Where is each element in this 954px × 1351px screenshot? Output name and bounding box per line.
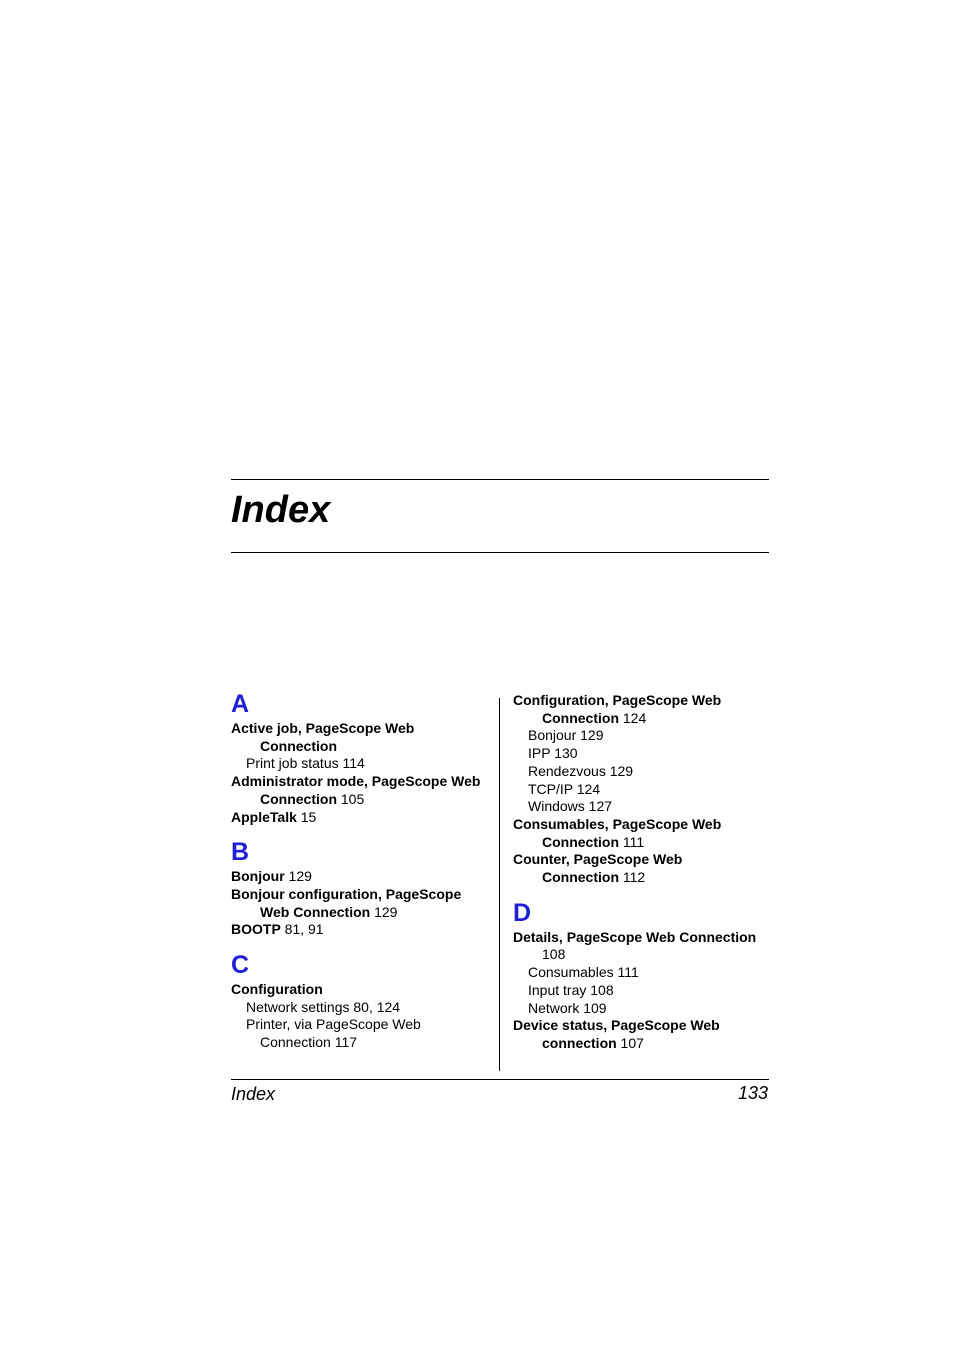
index-column-right (513, 692, 769, 1053)
index-entry: Device status, PageScope Web connection 107 (513, 1017, 720, 1051)
page-title: Index (231, 489, 331, 531)
section-letter-a: A (231, 690, 250, 718)
title-bottom-rule (231, 552, 769, 553)
footer-rule (231, 1079, 769, 1080)
index-entry: Counter, PageScope Web Connection 112 (513, 851, 683, 886)
section-letter-b: B (231, 838, 250, 867)
column-divider (499, 698, 500, 1071)
footer-section-label: Index (231, 1084, 276, 1104)
index-entry: Administrator mode, PageScope Web Connection 105 (231, 773, 481, 807)
index-entry: AppleTalk 15 (231, 808, 317, 825)
index-entry: Active job, PageScope Web Connection Print job status 114 (231, 720, 415, 772)
index-entry: Bonjour 129 (231, 868, 312, 885)
title-top-rule (231, 479, 769, 480)
footer-page-number: 133 (737, 1083, 768, 1103)
index-entry: Configuration Network settings 80, 124 Printer, via PageScope Web Connection 117 (231, 981, 421, 1051)
index-column-left (231, 692, 493, 1052)
index-entry: Details, PageScope Web Connection 108 Consumables 111 Input tray 108 Network 109 (513, 928, 757, 1016)
section-letter-c: C (231, 951, 250, 980)
section-letter-d: D (513, 898, 532, 927)
index-entry: Configuration, PageScope Web Connection 124 Bonjour 129 IPP 130 Rendezvous 129 TCP/IP 124 Windows 127 (513, 692, 722, 815)
index-entry: Consumables, PageScope Web Connection 111 (513, 815, 722, 850)
index-entry: BOOTP 81, 91 (231, 921, 324, 938)
index-entry: Bonjour configuration, PageScope Web Connection 129 (231, 885, 462, 920)
